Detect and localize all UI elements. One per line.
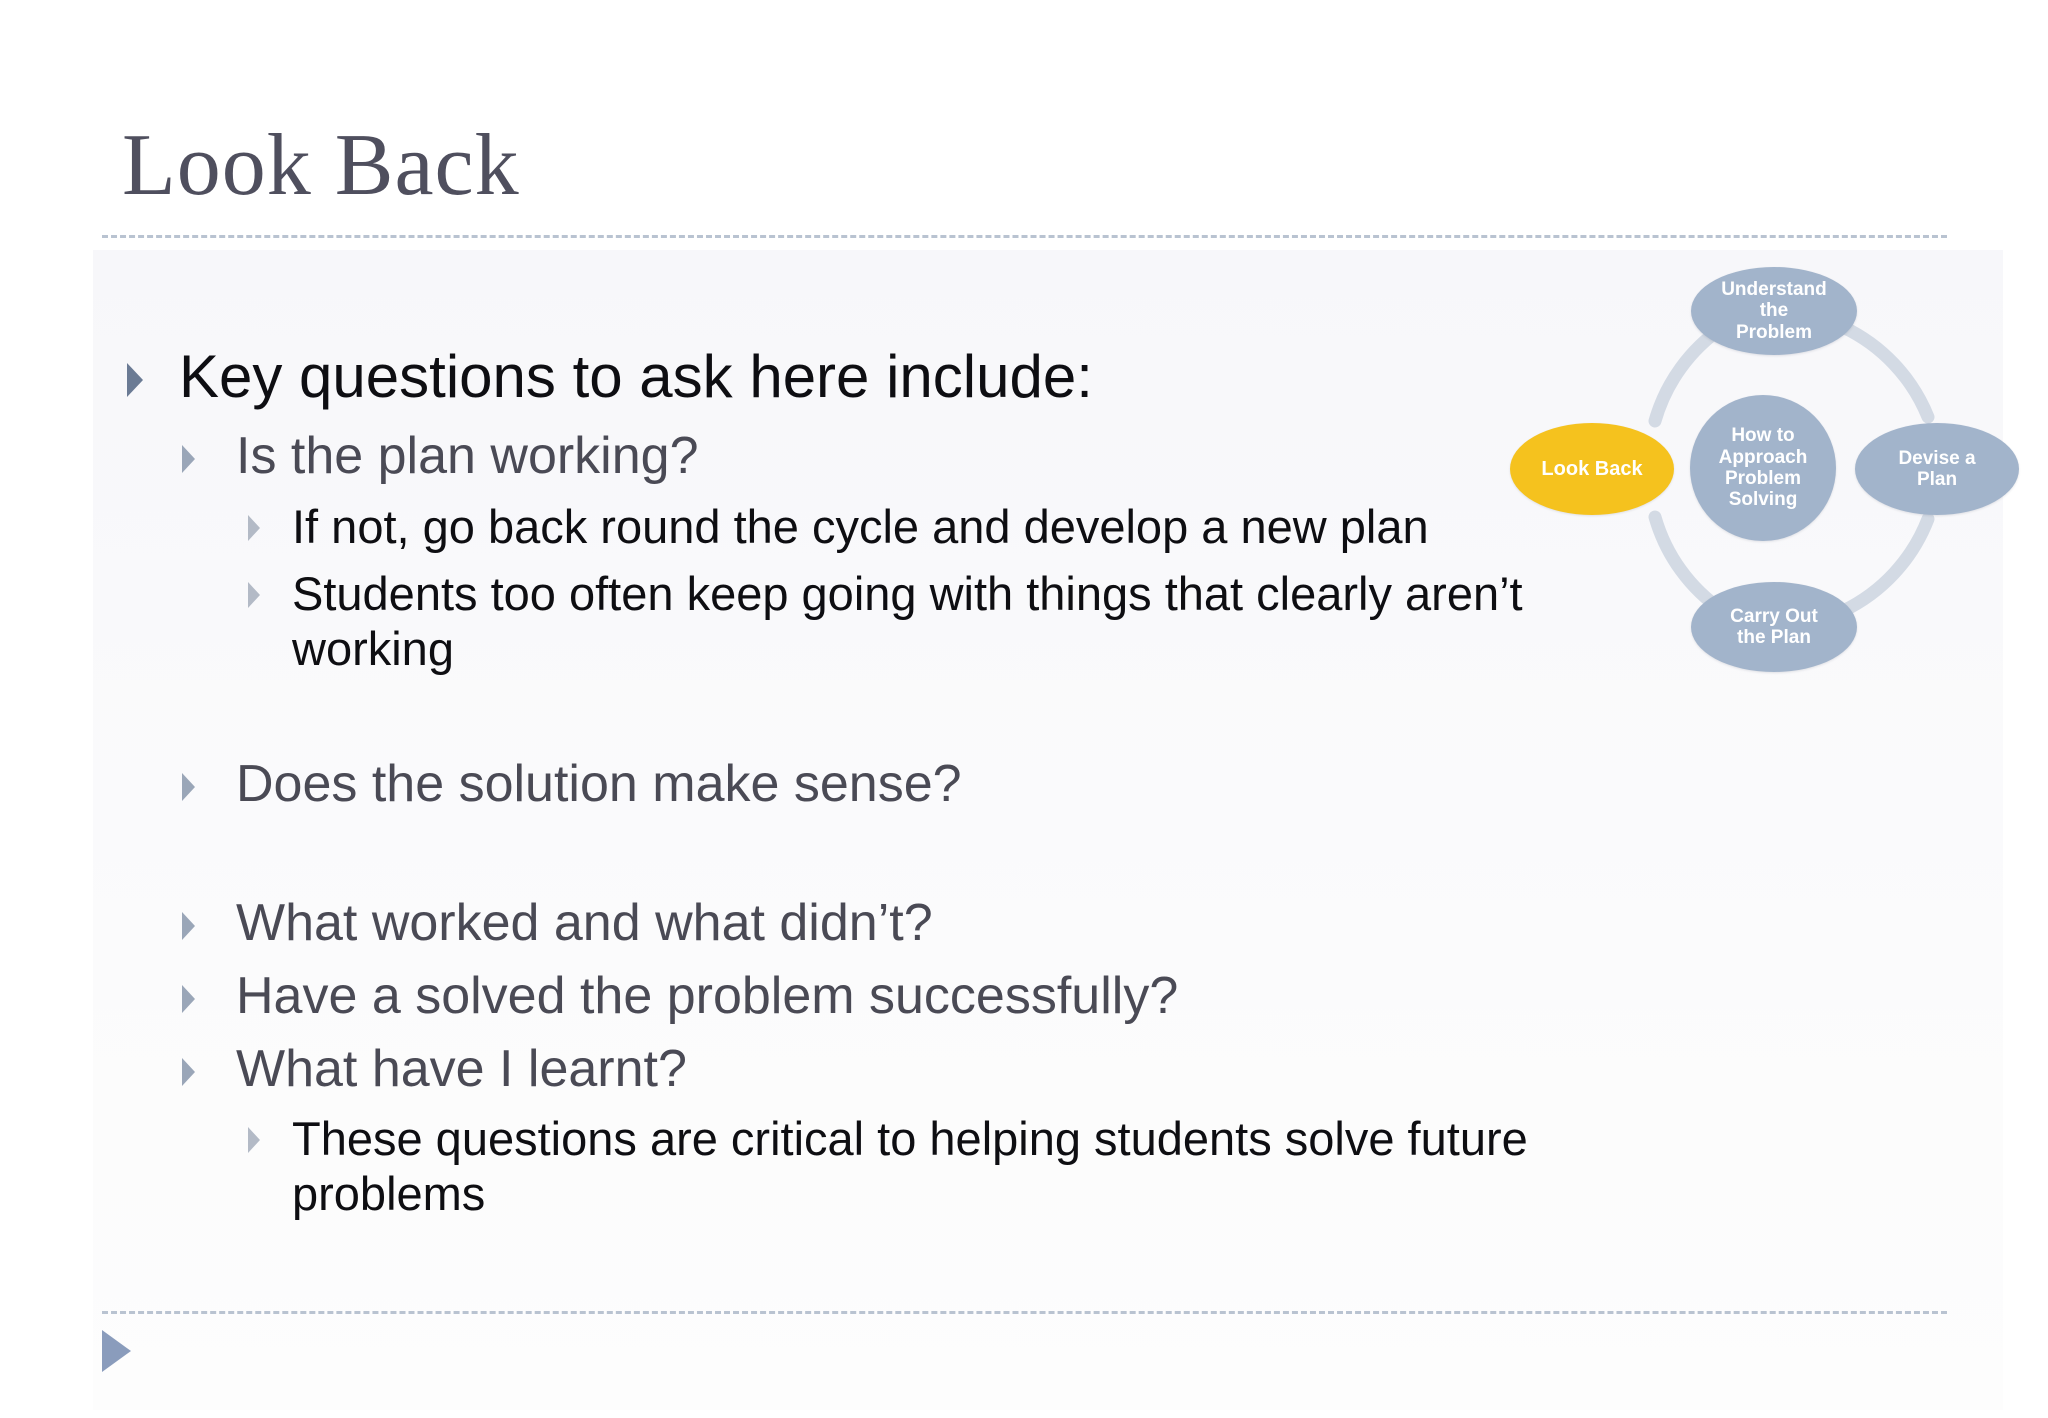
problem-solving-cycle-diagram xyxy=(1500,255,2040,695)
bullet-text: What worked and what didn’t? xyxy=(236,894,933,952)
bullet-text: Does the solution make sense? xyxy=(236,755,962,813)
bullet-arrow-icon xyxy=(248,582,260,608)
cycle-center-node xyxy=(1690,395,1836,541)
cycle-node-devise-plan xyxy=(1855,423,2019,515)
bullet-text: If not, go back round the cycle and develop a new plan xyxy=(292,500,1429,553)
bullet-text-continuation: problems xyxy=(292,1167,486,1220)
bullet-arrow-icon xyxy=(182,773,195,801)
bullet-text: These questions are critical to helping students solve future xyxy=(292,1112,1528,1165)
bullet-arrow-icon xyxy=(182,1058,195,1086)
bullet-arrow-icon xyxy=(182,912,195,940)
next-slide-arrow-icon[interactable] xyxy=(102,1330,131,1372)
bullet-arrow-icon xyxy=(248,515,260,541)
cycle-node-carry-out xyxy=(1691,582,1857,672)
ring-arc-bottom-right xyxy=(1843,519,1928,611)
slide-title: Look Back xyxy=(122,117,520,214)
cycle-node-label: Understand the Problem xyxy=(1721,279,1827,343)
bullet-arrow-icon xyxy=(127,363,143,397)
ring-arc-top-right xyxy=(1843,327,1928,417)
bullet-arrow-icon xyxy=(182,985,195,1013)
cycle-node-label: Devise a Plan xyxy=(1898,447,1976,490)
bullet-text: What have I learnt? xyxy=(236,1040,687,1098)
cycle-node-label: Look Back xyxy=(1541,457,1643,480)
bullet-arrow-icon xyxy=(248,1127,260,1153)
cycle-center-label: How to Approach Problem Solving xyxy=(1718,425,1808,511)
bullet-text-continuation: working xyxy=(292,622,454,675)
cycle-node-label: Carry Out the Plan xyxy=(1730,605,1818,648)
bottom-divider xyxy=(102,1311,1947,1314)
bullet-arrow-icon xyxy=(182,445,195,473)
bullet-text: Key questions to ask here include: xyxy=(179,343,1093,410)
cycle-node-look-back xyxy=(1510,423,1674,515)
bullet-text: Have a solved the problem successfully? xyxy=(236,967,1179,1025)
bullet-text: Students too often keep going with things that clearly aren’t xyxy=(292,567,1523,620)
bullet-text: Is the plan working? xyxy=(236,427,699,485)
cycle-node-understand xyxy=(1691,267,1857,355)
